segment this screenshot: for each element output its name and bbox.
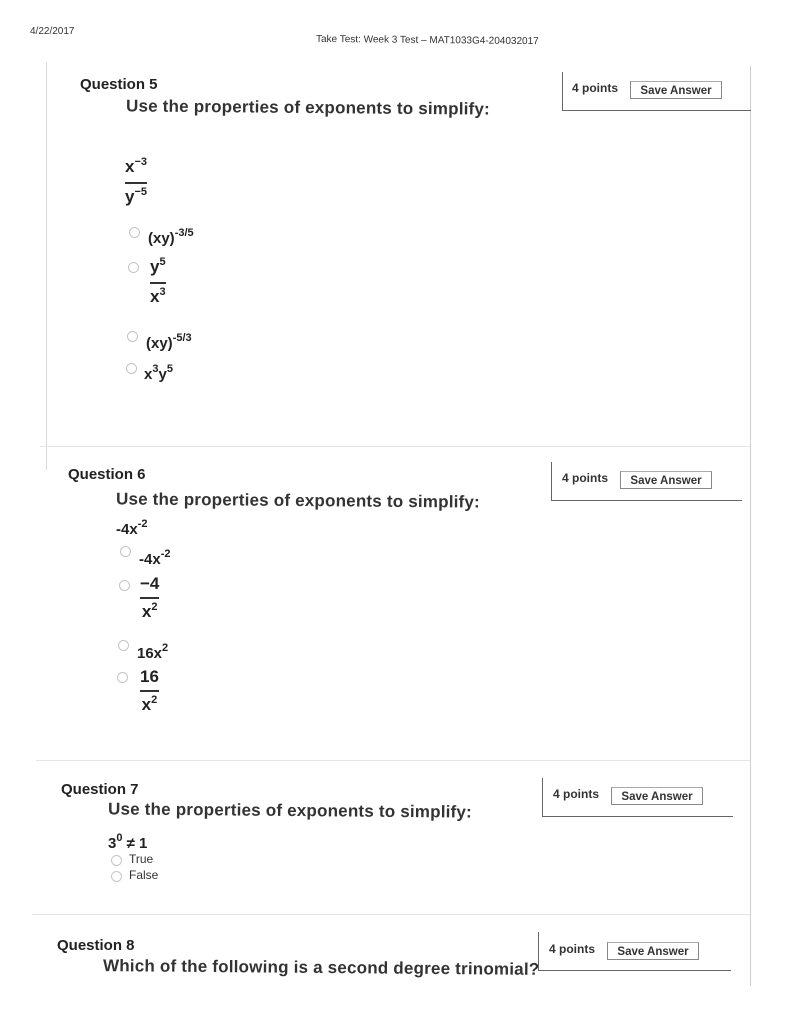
question-6-points: 4 points bbox=[562, 471, 609, 485]
question-5-label: Question 5 bbox=[80, 76, 158, 93]
left-border bbox=[46, 62, 47, 470]
question-5-divider bbox=[40, 446, 750, 447]
question-5-option-2: $y^5$ $x^3$ bbox=[150, 256, 166, 306]
question-5-prompt: Use the properties of exponents to simplify: bbox=[125, 96, 491, 119]
question-8-prompt: Which of the following is a second degree trinomial? bbox=[102, 956, 540, 979]
question-7-expression: $3^0 \ne 1$ bbox=[108, 832, 148, 852]
question-7-option-true-radio[interactable] bbox=[111, 855, 122, 866]
question-8-points: 4 points bbox=[549, 942, 596, 956]
question-7-option-false-radio[interactable] bbox=[111, 871, 122, 882]
question-5-option-3: (xy)$^{-5/3}$ bbox=[146, 332, 192, 352]
question-7-option-false: False bbox=[129, 868, 159, 882]
question-6-divider bbox=[36, 760, 750, 761]
question-5-option-1-radio[interactable] bbox=[129, 227, 140, 238]
question-8-label: Question 8 bbox=[57, 937, 135, 954]
question-6-expression: $-4x^{-2}$ bbox=[116, 518, 148, 538]
question-6-option-3-radio[interactable] bbox=[118, 640, 129, 651]
question-6-prompt: Use the properties of exponents to simplify: bbox=[115, 489, 481, 512]
question-6-label: Question 6 bbox=[68, 466, 146, 483]
question-5-option-1: (xy)$^{-3/5}$ bbox=[148, 227, 194, 247]
question-5-save-button[interactable]: Save Answer bbox=[630, 81, 722, 99]
question-6-option-2: −4 $x^2$ bbox=[140, 574, 160, 621]
question-6-option-3: $16x^2$ bbox=[137, 642, 169, 662]
question-5-option-2-radio[interactable] bbox=[128, 262, 139, 273]
question-7-prompt: Use the properties of exponents to simplify: bbox=[107, 799, 473, 822]
question-6-save-button[interactable]: Save Answer bbox=[620, 471, 712, 489]
question-5-option-3-radio[interactable] bbox=[127, 331, 138, 342]
question-7-points: 4 points bbox=[553, 787, 600, 801]
question-6-option-1-radio[interactable] bbox=[120, 546, 131, 557]
question-6-option-1: $-4x^{-2}$ bbox=[139, 548, 171, 568]
question-6-option-4-radio[interactable] bbox=[117, 672, 128, 683]
question-7-save-button[interactable]: Save Answer bbox=[611, 787, 703, 805]
question-5-points: 4 points bbox=[572, 81, 619, 95]
question-7-label: Question 7 bbox=[61, 781, 139, 798]
question-6-option-4: 16 $x^2$ bbox=[140, 667, 159, 714]
question-5-option-4-radio[interactable] bbox=[126, 363, 137, 374]
print-page-title: Take Test: Week 3 Test – MAT1033G4-204032017 bbox=[315, 33, 539, 48]
question-5-option-4: $x^3y^5$ bbox=[144, 363, 173, 383]
right-border bbox=[750, 66, 751, 986]
print-date: 4/22/2017 bbox=[30, 26, 75, 37]
question-7-option-true: True bbox=[129, 852, 154, 866]
question-7-divider bbox=[32, 914, 750, 915]
question-6-option-2-radio[interactable] bbox=[119, 580, 130, 591]
question-5-expression: $x^{-3}$ $y^{-5}$ bbox=[125, 156, 148, 206]
question-8-save-button[interactable]: Save Answer bbox=[607, 942, 699, 960]
